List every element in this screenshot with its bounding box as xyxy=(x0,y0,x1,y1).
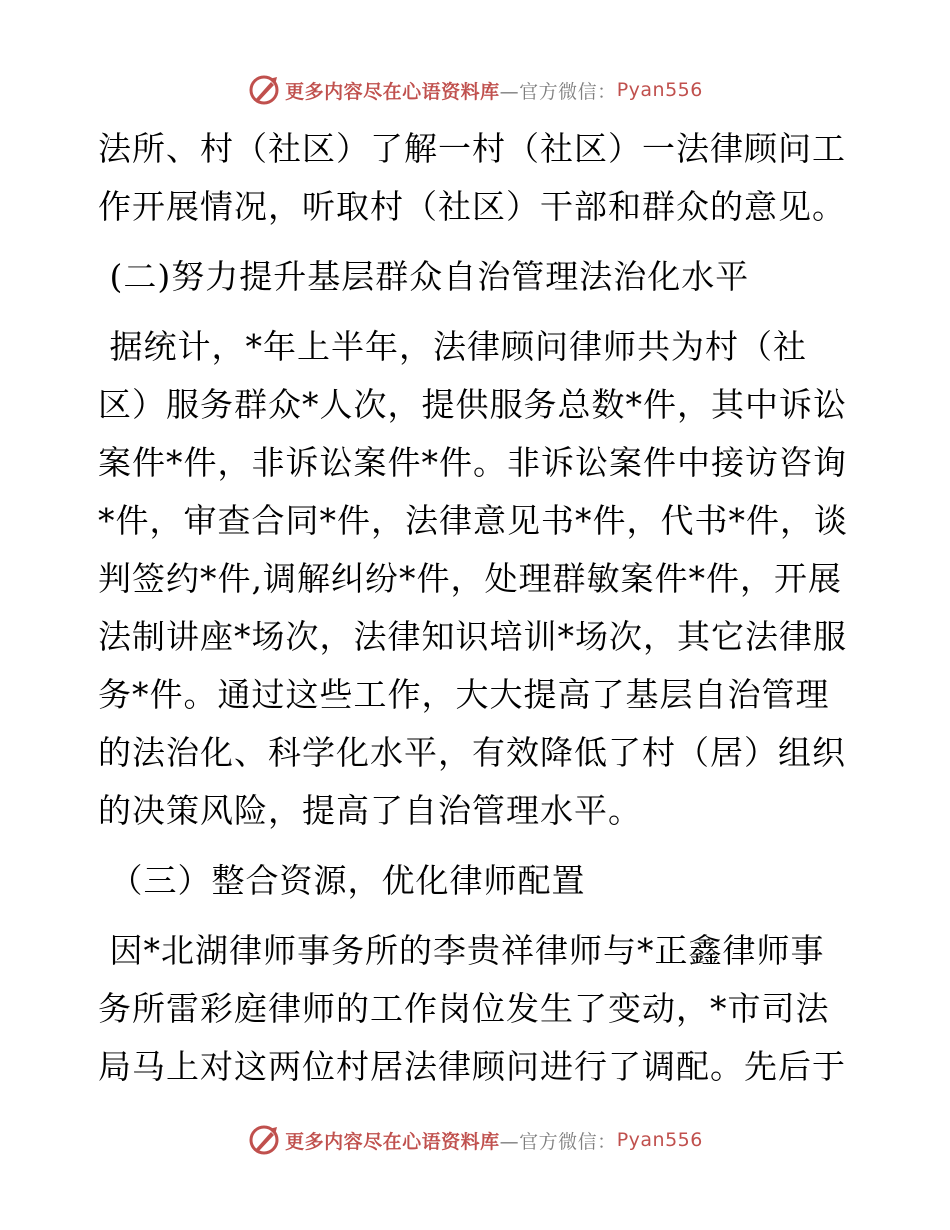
watermark-separator-text: —官方微信： xyxy=(499,1130,617,1153)
watermark-main-text: 更多内容尽在心语资料库 xyxy=(285,80,500,103)
paragraph-statistics: 据统计，*年上半年，法律顾问律师共为村（社区）服务群众*人次，提供服务总数*件，其中诉讼案件*件，非诉讼案件*件。非诉讼案件中接访咨询*件，审查合同*件，法律意见书*件，代书*件，谈判签约*件,调解纠纷*件，处理群敏案件*件，开展法制讲座*场次，法律知识培训*场次，其它法律服务*件。通过这些工作，大大提高了基层自治管理的法治化、科学化水平，有效降低了村（居）组织的决策风险，提高了自治管理水平。 xyxy=(98,327,848,830)
section-heading-3: （三）整合资源，优化律师配置 xyxy=(98,861,586,900)
paragraph-continuation: 法所、村（社区）了解一村（社区）一法律顾问工作开展情况，听取村（社区）干部和群众的意见。 xyxy=(98,129,846,226)
section-heading-2: (二)努力提升基层群众自治管理法治化水平 xyxy=(98,257,750,296)
watermark-main-text: 更多内容尽在心语资料库 xyxy=(285,1130,500,1153)
header-watermark xyxy=(0,68,950,112)
quill-logo-icon xyxy=(247,73,281,107)
watermark-separator-text: —官方微信： xyxy=(499,80,617,103)
watermark-account-text: Pyan556 xyxy=(616,1129,703,1151)
paragraph-resources: 因*北湖律师事务所的李贵祥律师与*正鑫律师事务所雷彩庭律师的工作岗位发生了变动，*市司法局马上对这两位村居法律顾问进行了调配。先后于 xyxy=(98,931,846,1086)
quill-logo-icon xyxy=(247,1123,281,1157)
document-body xyxy=(98,120,854,1096)
footer-watermark xyxy=(0,1118,950,1162)
watermark-account-text: Pyan556 xyxy=(616,79,703,101)
